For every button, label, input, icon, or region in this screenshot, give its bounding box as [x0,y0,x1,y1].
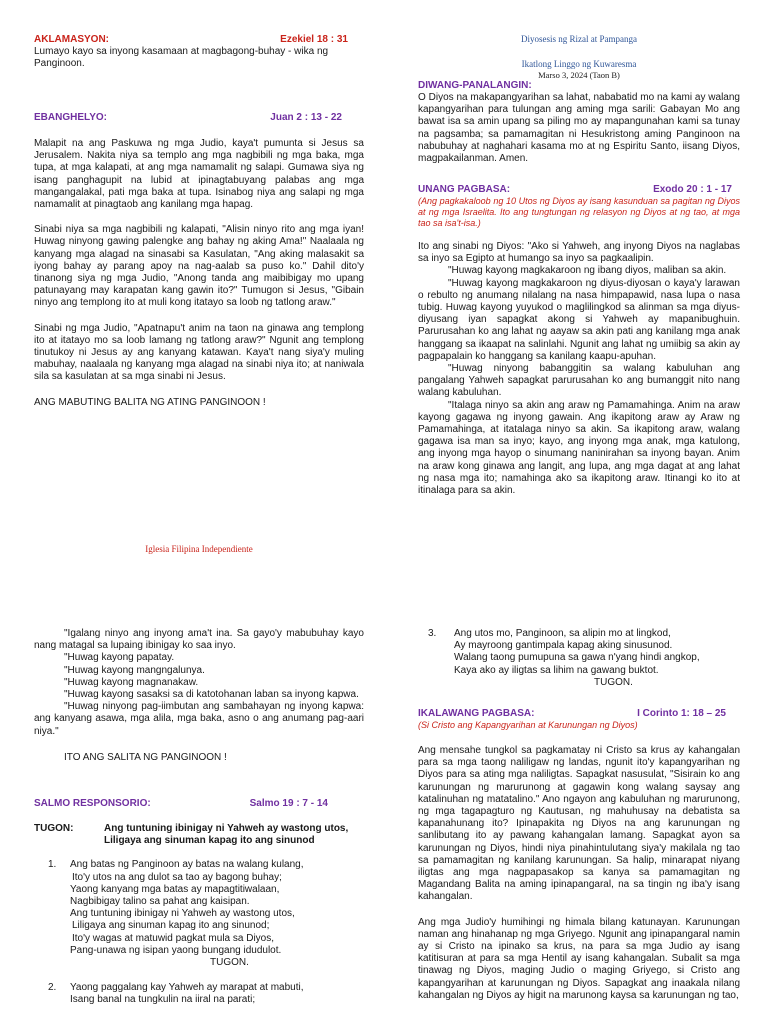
stanza-line: Ito'y wagas at matuwid pagkat mula sa Diyos, [72,932,275,944]
second-reading-title: IKALAWANG PAGBASA: [418,708,535,719]
first-reading-note: (Ang pagkakaloob ng 10 Utos ng Diyos ay isang kasunduan sa pagitan ng Diyos at ng mga Israelita. Ito ang tungtungan ng relasyon ng Diyos at ng tao, at mga tao sa isa't-isa.) [418,196,740,228]
stanza-line: Ang tuntuning ibinigay ni Yahweh ay wastong utos, [70,908,295,920]
gospel-ref: Juan 2 : 13 - 22 [270,112,342,123]
gospel-paragraph: Sinabi ng mga Judio, "Apatnapu't anim na taon na ginawa ang templong ito at itatayo mo sa loob lamang ng tatlong araw?" Ngunit ang templong tinutukoy ni Jesus ay ang kanyang katawan. Kaya't nang siya'y muling mabuhay, naalaala ng kanyang mga alagad na sinabi niya ito; at naniwala sila sa kasulatan at sa mga sinabi ni Jesus. [34,322,364,383]
stanza-line: Isang banal na tungkulin na iiral na parati; [70,994,256,1006]
stanza-line: Yaong kanyang mga batas ay mapagtitiwalaan, [70,883,280,895]
stanza-number: 1. [48,859,57,871]
psalm-stanza-3 [418,628,740,689]
commandment-paragraph: "Huwag kayong magkakaroon ng ibang diyos, maliban sa akin. [448,265,727,277]
stanza-tugon: TUGON. [210,957,249,969]
tugon-label: TUGON: [34,823,74,834]
commandment-paragraph: "Huwag ninyong pag-iimbutan ang sambahayan ng inyong kapwa: ang kanyang asawa, mga alila, mga baka, asno o ang anumang pag-aari niya." [34,701,364,737]
first-reading-closing: ITO ANG SALITA NG PANGINOON ! [64,751,227,763]
second-reading-paragraph: Ang mensahe tungkol sa pagkamatay ni Cristo sa krus ay kahangalan para sa mga taong naliligaw ng landas, ngunit ito'y kapangyarihan ng Diyos para sa ating mga naliligtas. Sapagkat nasusulat, "Sisirain ko ang karunungan ng marurunong at gagawin kong walang saysay ang katalinuhan ng matatalino." Ano ngayon ang kabuluhan ng marurunong, ng mga tagapagturo ng Kautusan, ng mahuhusay na debatista sa kapanahunang ito? Ipinapakita ng Diyos na ang karunungan ng sanlibutang ito ay pawang kahangalan lamang. Sapagkat ayon sa karunungan ng Diyos, hindi niya pinahintulutang siya'y makilala ng tao sa pamamagitan ng kanilang karunungan. Sa halip, minarapat niyang iligtas ang mga nagpapasakop sa kanya sa pamamagitan ng Magandang Balita na aming ipinapangaral, na sa tingin ng iba'y isang kahangalan. [418,745,740,903]
stanza-line: Kaya ako ay iligtas sa lihim na gawang buktot. [454,664,659,676]
first-reading-section [418,184,740,497]
stanza-number: 3. [428,628,437,639]
psalm-section [34,798,364,1007]
second-reading-note: (Si Cristo ang Kapangyarihan at Karunungan ng Diyos) [418,720,638,730]
psalm-stanza [418,628,740,689]
second-reading-ref: I Corinto 1: 18 – 25 [637,708,726,719]
stanza-line: Ang utos mo, Panginoon, sa alipin mo at lingkod, [454,628,671,639]
footer-church-name: Iglesia Filipina Independiente [145,544,253,554]
stanza-line: Nagbibigay talino sa pahat ang kaisipan. [70,896,250,908]
stanza-line: Ito'y utos na ang dulot sa tao ay bagong buhay; [72,871,282,883]
diocese-name: Diyosesis ng Rizal at Pampanga [521,34,637,44]
tugon-line: Ang tuntuning ibinigay ni Yahweh ay wastong utos, [104,823,349,834]
prayer-header [418,80,740,92]
prayer-section [418,80,740,165]
second-reading-header [418,708,740,720]
acclamation-ref: Ezekiel 18 : 31 [280,34,348,45]
first-reading-continued [34,628,364,764]
commandment-paragraph: "Huwag ninyong babanggitin sa walang kabuluhan ang pangalang Yahweh sapagkat parurusahan ko ang bumanggit nito nang walang kabuluhan. [418,363,740,399]
leaflet-header [418,34,740,81]
second-reading-paragraph: Ang mga Judio'y humihingi ng himala bilang katunayan. Karunungan naman ang hinahanap ng mga Griyego. Ngunit ang ipinapangaral namin ay si Cristo na ipinako sa krus, na para sa mga Judio ay isang katitisuran at para sa mga Hentil ay isang kahangalan. Subalit sa mga tinawag ng Diyos, maging Judio o maging Griyego, si Cristo ang kapangyarihan at karunungan ng Diyos. Sapagkat ang inaakala nilang kahangalan ng Diyos ay higit na marunong kaysa sa karunungan ng tao, [418,916,740,1001]
commandment-paragraph: "Huwag kayong papatay. [64,652,175,664]
commandment-paragraph: "Huwag kayong sasaksi sa di katotohanan laban sa inyong kapwa. [64,689,359,701]
tugon-line: Liligaya ang sinuman kapag ito ang sinunod [104,835,315,847]
psalm-ref: Salmo 19 : 7 - 14 [249,798,328,809]
commandment-paragraph: "Huwag kayong magnanakaw. [64,676,199,688]
gospel-section [34,112,364,409]
second-reading-section [418,708,740,1002]
gospel-closing: ANG MABUTING BALITA NG ATING PANGINOON ! [34,396,266,408]
first-reading-header [418,184,740,196]
stanza-number: 2. [48,982,57,994]
commandment-paragraph: "Huwag kayong mangngalunya. [64,664,205,676]
commandment-paragraph: "Italaga ninyo sa akin ang araw ng Pamamahinga. Anim na araw kayong gagawa ng inyong gawain. Ang ikapitong araw ay Araw ng Pamamahinga, at itatalaga ninyo sa akin. Sa ikapitong araw, walang gagawa isa man sa inyo; kayo, ang inyong mga anak, mga katulong, ang inyong mga hayop o sinumang naninirahan sa inyong bayan. Anim na araw kong ginawa ang langit, ang lupa, ang mga dagat at ang lahat ng nasa mga ito; namahinga ako sa ikapitong araw. Itinangi ko ito at itinalaga para sa akin. [418,399,740,497]
commandment-paragraph: "Huwag kayong magkakaroon ng diyus-diyosan o kaya'y larawan o rebulto ng anumang nilalang na nasa himpapawid, nasa lupa o nasa tubig. Huwag kayong yuyukod o maglilingkod sa alinman sa mga diyus-diyusang iyan sapagkat akong si Yahweh ay mapanibughuin. Parurusahan ko ang lahat ng aayaw sa akin pati ang kanilang mga anak hanggang sa ikaapat na salinlahi. Ngunit ang lahat ng umiibig sa akin ay pagpapalain ko hanggang sa kanilang kaapu-apuhan. [418,277,740,362]
prayer-title: DIWANG-PANALANGIN: [418,80,532,91]
stanza-line: Walang taong pumupuna sa gawa n'yang hindi angkop, [454,652,700,664]
acclamation-section [34,34,364,70]
stanza-line: Pang-unawa ng isipan yaong bungang idudulot. [70,944,282,956]
psalm-title: SALMO RESPONSORIO: [34,798,151,809]
stanza-line: Ang batas ng Panginoon ay batas na walang kulang, [70,859,304,871]
first-reading-title: UNANG PAGBASA: [418,184,511,195]
gospel-title: EBANGHELYO: [34,112,107,123]
acclamation-title: AKLAMASYON: [34,34,109,45]
sunday-title: Ikatlong Linggo ng Kuwaresma [521,59,637,69]
sunday-date: Marso 3, 2024 (Taon B) [538,70,620,80]
acclamation-header [34,34,364,46]
first-reading-intro: Ito ang sinabi ng Diyos: "Ako si Yahweh, ang inyong Diyos na naglabas sa inyo sa Egipto at humango sa inyo sa pagkaalipin. [418,241,740,265]
psalm-stanza [34,859,364,969]
stanza-tugon: TUGON. [594,676,633,688]
stanza-line: Yaong paggalang kay Yahweh ay marapat at mabuti, [70,982,304,994]
acclamation-text: Lumayo kayo sa inyong kasamaan at magbagong-buhay - wika ng Panginoon. [34,46,329,70]
gospel-paragraph: Malapit na ang Paskuwa ng mga Judio, kaya't pumunta si Jesus sa Jerusalem. Nakita niya sa templo ang mga nagbibili ng mga baka, mga tupa, at mga kalapati, at ang mga namamalit ng salapi. Gumawa siya ng isang panghagupit na lubid at ipinagtabuyang palabas ang mga mangangalakal, pati mga baka at tupa. Isinabog niya ang salapi ng mga namamalit at pinagtaob ang kanilang mga hapag. [34,138,364,211]
psalm-header [34,798,364,810]
gospel-header [34,112,364,124]
first-reading-ref: Exodo 20 : 1 - 17 [653,184,732,195]
psalm-response [34,823,364,847]
stanza-line: Liligaya ang sinuman kapag ito ang sinunod; [72,920,270,932]
commandment-paragraph: "Igalang ninyo ang inyong ama't ina. Sa gayo'y mabubuhay kayo nang matagal sa lupaing ibinigay ko saa inyo. [34,628,364,652]
prayer-text: O Diyos na makapangyarihan sa lahat, nababatid mo na kami ay walang kapangyarihan para tulungan ang aming mga sarili: Gabayan Mo ang bawat isa sa amin upang sa piling mo ay mapangunahan kami sa tunay na pagsamba; sa pamamagitan ni Hesukristong aming Panginoon na nabubuhay at naghahari kasama mo at ng Espiritu Santo, iisang Diyos, magpakailanman. Amen. [418,92,740,165]
stanza-line: Ay mayroong gantimpala kapag aking sinusunod. [454,640,673,652]
psalm-stanza [34,982,364,1006]
gospel-paragraph: Sinabi niya sa mga nagbibili ng kalapati, "Alisin ninyo rito ang mga iyan! Huwag ninyong gawing palengke ang bahay ng aking Ama!" Naalaala ng kanyang mga alagad na sinasabi sa Kasulatan, "Ang aking malasakit sa iyong bahay ay parang apoy na nag-aalab sa puso ko." Dahil dito'y tinanong siya ng mga Judio, "Anong tanda ang maibibigay mo upang patunayang may karapatan kang gawin ito?" Tumugon si Jesus, "Gibain ninyo ang templong ito at muli kong itatayo sa loob ng tatlong araw." [34,224,364,309]
